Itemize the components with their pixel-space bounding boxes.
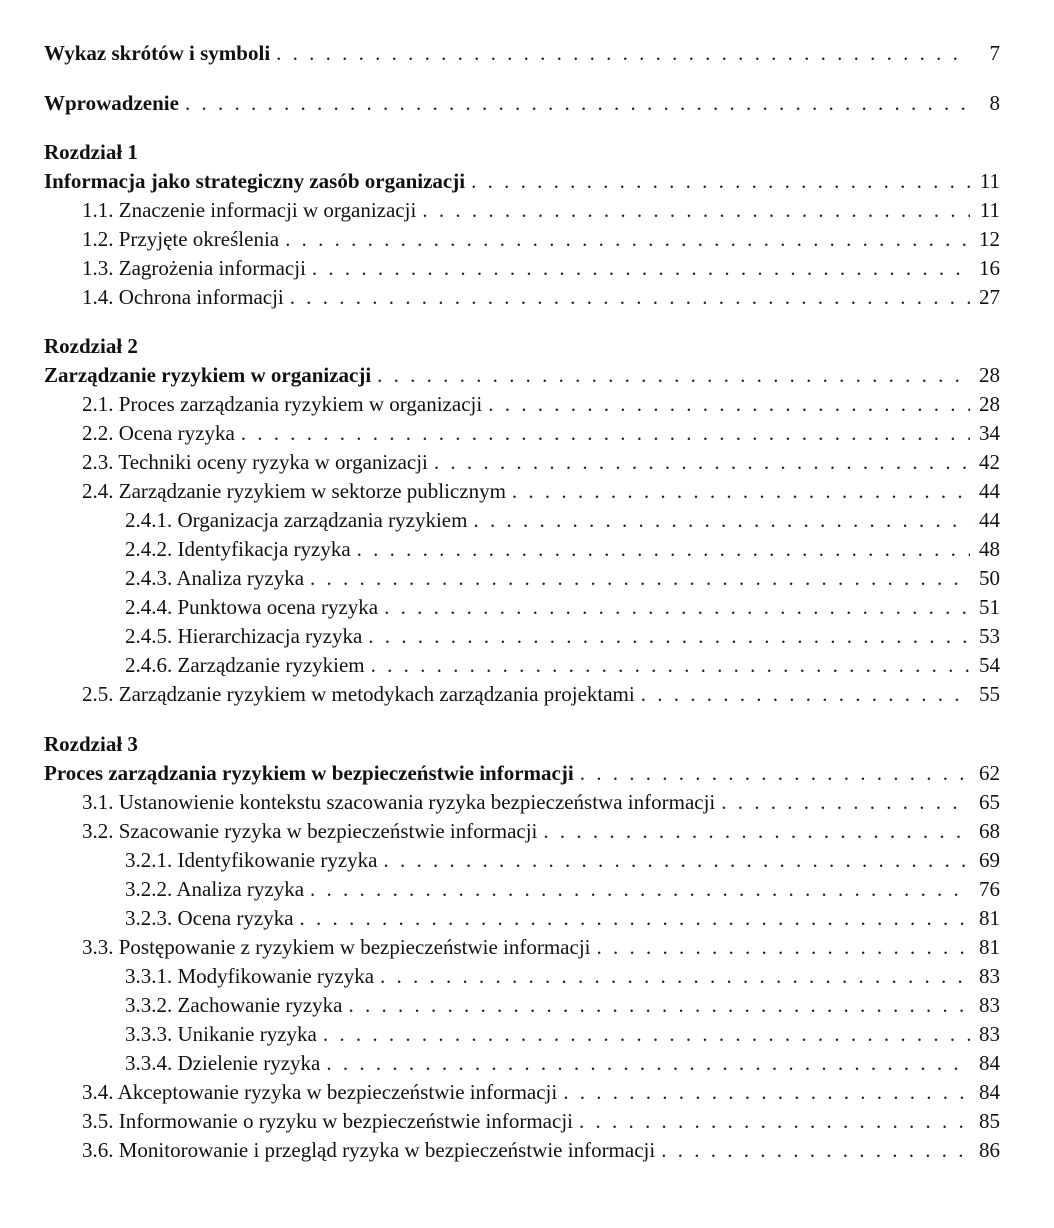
dot-leader — [488, 389, 970, 419]
toc-entry-2-4-3[interactable] — [0, 563, 1000, 593]
toc-entry-page: 53 — [979, 624, 1000, 648]
toc-entry-title: Wprowadzenie — [44, 91, 179, 115]
toc-entry-title: 2.3. Techniki oceny ryzyka w organizacji — [82, 450, 428, 474]
toc-entry-page: 55 — [979, 682, 1000, 706]
toc-entry-title: 2.4.6. Zarządzanie ryzykiem — [125, 653, 365, 677]
toc-entry-page: 86 — [979, 1138, 1000, 1162]
toc-entry-page: 50 — [979, 566, 1000, 590]
toc-entry-abbreviations[interactable] — [0, 38, 1000, 68]
toc-entry-page: 81 — [979, 906, 1000, 930]
toc-entry-title: 2.1. Proces zarządzania ryzykiem w organizacji — [82, 392, 483, 416]
dot-leader — [543, 816, 970, 846]
dot-leader — [471, 166, 970, 196]
toc-entry-title: 3.5. Informowanie o ryzyku w bezpieczeństwie informacji — [82, 1109, 573, 1133]
dot-leader — [380, 961, 970, 991]
dot-leader — [371, 650, 970, 680]
toc-entry-title: 3.3.2. Zachowanie ryzyka — [125, 993, 343, 1017]
chapter-2-label: Rozdział 2 — [44, 334, 138, 358]
dot-leader — [512, 476, 970, 506]
toc-entry-page: 84 — [979, 1051, 1000, 1075]
toc-entry-2-5[interactable] — [0, 679, 1000, 709]
toc-entry-page: 83 — [979, 964, 1000, 988]
toc-entry-title: 2.5. Zarządzanie ryzykiem w metodykach zarządzania projektami — [82, 682, 635, 706]
dot-leader — [312, 253, 970, 283]
toc-entry-title: 2.4.3. Analiza ryzyka — [125, 566, 305, 590]
toc-entry-page: 7 — [989, 41, 1000, 65]
toc-entry-page: 42 — [979, 450, 1000, 474]
toc-entry-1-3[interactable] — [0, 253, 1000, 283]
toc-entry-page: 28 — [979, 392, 1000, 416]
toc-entry-title: 2.2. Ocena ryzyka — [82, 421, 235, 445]
toc-entry-page: 11 — [979, 198, 1000, 222]
toc-entry-page: 51 — [979, 595, 1000, 619]
dot-leader — [323, 1019, 970, 1049]
chapter-2-title[interactable] — [0, 360, 1000, 390]
dot-leader — [473, 505, 970, 535]
dot-leader — [349, 990, 971, 1020]
toc-entry-1-1[interactable] — [0, 195, 1000, 225]
toc-entry-page: 48 — [979, 537, 1000, 561]
toc-entry-2-3[interactable] — [0, 447, 1000, 477]
toc-entry-2-4-6[interactable] — [0, 650, 1000, 680]
toc-entry-title: 3.6. Monitorowanie i przegląd ryzyka w bezpieczeństwie informacji — [82, 1138, 656, 1162]
dot-leader — [276, 38, 970, 68]
toc-entry-page: 84 — [979, 1080, 1000, 1104]
toc-entry-3-2-1[interactable] — [0, 845, 1000, 875]
dot-leader — [357, 534, 970, 564]
toc-entry-page: 11 — [979, 169, 1000, 193]
toc-entry-title: 1.1. Znaczenie informacji w organizacji — [82, 198, 417, 222]
toc-entry-page: 83 — [979, 993, 1000, 1017]
dot-leader — [434, 447, 970, 477]
toc-entry-title: 2.4. Zarządzanie ryzykiem w sektorze publicznym — [82, 479, 506, 503]
toc-entry-title: 3.3.1. Modyfikowanie ryzyka — [125, 964, 375, 988]
toc-entry-title: 1.3. Zagrożenia informacji — [82, 256, 306, 280]
dot-leader — [326, 1048, 970, 1078]
toc-entry-3-3[interactable] — [0, 932, 1000, 962]
toc-entry-page: 81 — [979, 935, 1000, 959]
toc-entry-title: Zarządzanie ryzykiem w organizacji — [44, 363, 372, 387]
toc-entry-title: Wykaz skrótów i symboli — [44, 41, 271, 65]
toc-entry-1-2[interactable] — [0, 224, 1000, 254]
toc-entry-page: 69 — [979, 848, 1000, 872]
toc-entry-page: 76 — [979, 877, 1000, 901]
dot-leader — [597, 932, 971, 962]
toc-entry-title: 2.4.1. Organizacja zarządzania ryzykiem — [125, 508, 468, 532]
toc-entry-title: 3.3. Postępowanie z ryzykiem w bezpieczeństwie informacji — [82, 935, 591, 959]
toc-entry-title: 2.4.4. Punktowa ocena ryzyka — [125, 595, 379, 619]
dot-leader — [422, 195, 970, 225]
toc-entry-2-1[interactable] — [0, 389, 1000, 419]
toc-entry-3-2-2[interactable] — [0, 874, 1000, 904]
dot-leader — [384, 592, 970, 622]
toc-entry-title: 1.4. Ochrona informacji — [82, 285, 284, 309]
toc-entry-3-1[interactable] — [0, 787, 1000, 817]
toc-entry-page: 44 — [979, 479, 1000, 503]
toc-entry-3-2-3[interactable] — [0, 903, 1000, 933]
toc-entry-title: Informacja jako strategiczny zasób organizacji — [44, 169, 466, 193]
toc-entry-page: 44 — [979, 508, 1000, 532]
toc-entry-page: 16 — [979, 256, 1000, 280]
dot-leader — [641, 679, 970, 709]
dot-leader — [580, 758, 970, 788]
toc-entry-introduction[interactable] — [0, 88, 1000, 118]
toc-entry-3-4[interactable] — [0, 1077, 1000, 1107]
chapter-3-title[interactable] — [0, 758, 1000, 788]
chapter-3-label: Rozdział 3 — [44, 732, 138, 756]
toc-entry-3-5[interactable] — [0, 1106, 1000, 1136]
dot-leader — [377, 360, 970, 390]
dot-leader — [185, 88, 970, 118]
toc-entry-page: 54 — [979, 653, 1000, 677]
toc-entry-title: 1.2. Przyjęte określenia — [82, 227, 280, 251]
toc-entry-3-3-1[interactable] — [0, 961, 1000, 991]
toc-entry-2-4-4[interactable] — [0, 592, 1000, 622]
toc-entry-2-2[interactable] — [0, 418, 1000, 448]
toc-entry-2-4[interactable] — [0, 476, 1000, 506]
dot-leader — [310, 563, 970, 593]
toc-entry-page: 34 — [979, 421, 1000, 445]
dot-leader — [241, 418, 970, 448]
chapter-1-label: Rozdział 1 — [44, 140, 138, 164]
toc-entry-title: 3.3.3. Unikanie ryzyka — [125, 1022, 317, 1046]
toc-entry-page: 83 — [979, 1022, 1000, 1046]
toc-entry-3-3-4[interactable] — [0, 1048, 1000, 1078]
toc-entry-page: 65 — [979, 790, 1000, 814]
dot-leader — [661, 1135, 970, 1165]
toc-entry-title: 3.1. Ustanowienie kontekstu szacowania ryzyka bezpieczeństwa informacji — [82, 790, 716, 814]
toc-entry-page: 8 — [989, 91, 1000, 115]
toc-entry-3-2[interactable] — [0, 816, 1000, 846]
toc-entry-page: 68 — [979, 819, 1000, 843]
toc-entry-page: 85 — [979, 1109, 1000, 1133]
toc-entry-title: 3.3.4. Dzielenie ryzyka — [125, 1051, 321, 1075]
toc-entry-2-4-1[interactable] — [0, 505, 1000, 535]
dot-leader — [285, 224, 970, 254]
toc-entry-3-3-3[interactable] — [0, 1019, 1000, 1049]
dot-leader — [721, 787, 970, 817]
toc-entry-page: 12 — [979, 227, 1000, 251]
toc-entry-title: 3.2.3. Ocena ryzyka — [125, 906, 294, 930]
dot-leader — [300, 903, 970, 933]
dot-leader — [579, 1106, 970, 1136]
toc-entry-page: 27 — [979, 285, 1000, 309]
toc-entry-3-6[interactable] — [0, 1135, 1000, 1165]
dot-leader — [290, 282, 970, 312]
toc-entry-title: 3.2.1. Identyfikowanie ryzyka — [125, 848, 378, 872]
toc-entry-title: 2.4.2. Identyfikacja ryzyka — [125, 537, 351, 561]
toc-entry-1-4[interactable] — [0, 282, 1000, 312]
toc-entry-page: 28 — [979, 363, 1000, 387]
toc-entry-title: 3.2.2. Analiza ryzyka — [125, 877, 305, 901]
dot-leader — [368, 621, 970, 651]
toc-entry-2-4-2[interactable] — [0, 534, 1000, 564]
toc-entry-title: 3.4. Akceptowanie ryzyka w bezpieczeństwie informacji — [82, 1080, 558, 1104]
toc-entry-title: 2.4.5. Hierarchizacja ryzyka — [125, 624, 363, 648]
chapter-1-title[interactable] — [0, 166, 1000, 196]
dot-leader — [563, 1077, 970, 1107]
toc-entry-page: 62 — [979, 761, 1000, 785]
toc-entry-2-4-5[interactable] — [0, 621, 1000, 651]
dot-leader — [384, 845, 970, 875]
toc-entry-title: 3.2. Szacowanie ryzyka w bezpieczeństwie informacji — [82, 819, 538, 843]
toc-entry-3-3-2[interactable] — [0, 990, 1000, 1020]
dot-leader — [310, 874, 970, 904]
toc-entry-title: Proces zarządzania ryzykiem w bezpieczeństwie informacji — [44, 761, 574, 785]
